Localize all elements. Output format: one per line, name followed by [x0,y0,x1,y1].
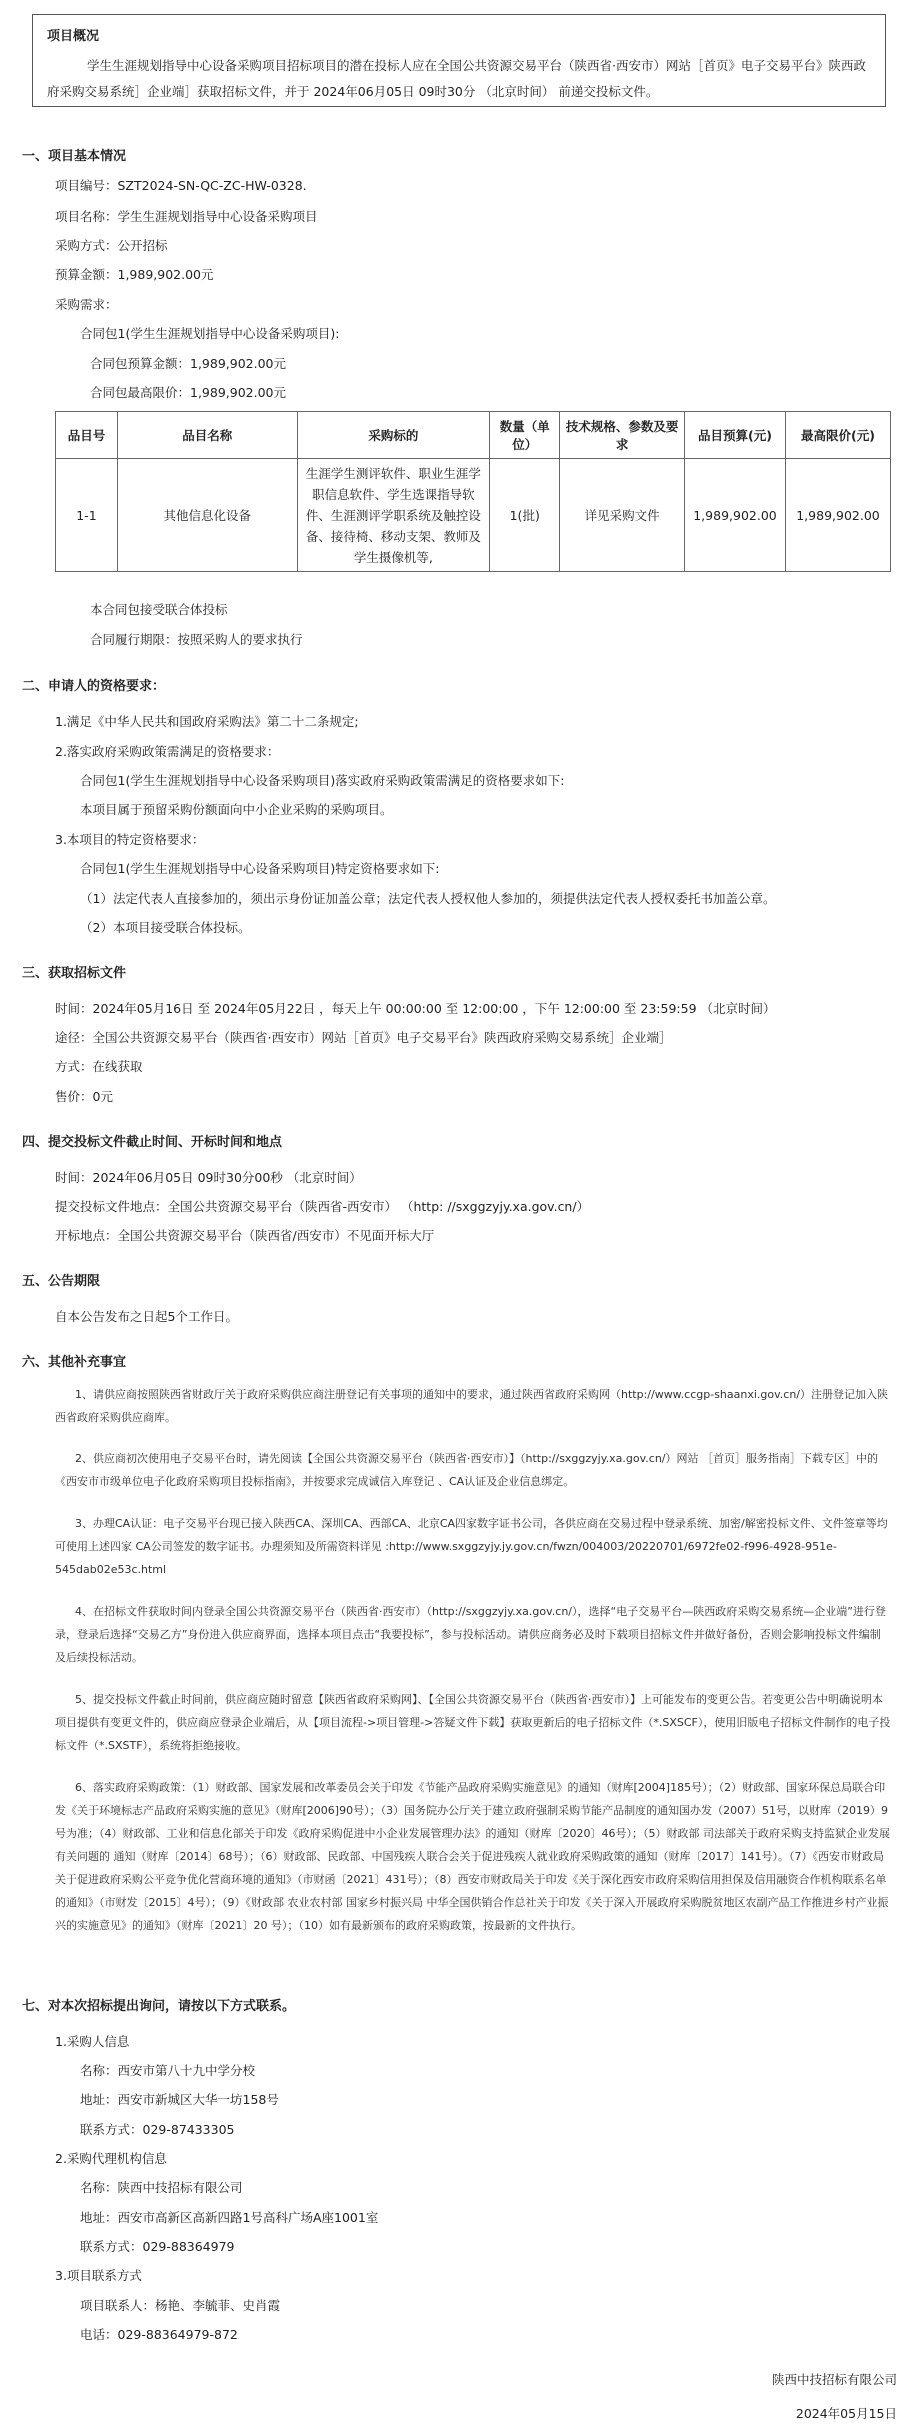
opening-location: 开标地点：全国公共资源交易平台（陕西省/西安市）不见面开标大厅 [55,1228,435,1243]
table-header-cell: 数量（单位） [490,412,560,459]
qualification-line: 合同包1(学生生涯规划指导中心设备采购项目)落实政府采购政策需满足的资格要求如下: [80,773,565,788]
obtain-way: 途径：全国公共资源交易平台（陕西省·西安市）网站［首页》电子交易平台》陕西政府采购交易系统］企业端］ [55,1030,672,1045]
qualification-line: 1.满足《中华人民共和国政府采购法》第二十二条规定; [55,714,359,729]
notice-period-text: 自本公告发布之日起5个工作日。 [55,1309,238,1324]
other-paragraph-6: 6、落实政府采购政策：（1）财政部、国家发展和改革委员会关于印发《节能产品政府采购实施意见》的通知（财库[2004]185号）；（2）财政部、国家环保总局联合印发《关于环境标志产品政府采购实施的意见》（财库[2006]90号）；（3）国务院办公厅关于建立政府强制采购节能产品制度的通知国办发（2007）51号，以财库（2019）9号为准；（4）财政部、工业和信息化部关于印发《政府采购促进中小企业发展管理办法》的通知（财库〔2020〕46号）；（5）财政部 司法部关于政府采购支持监狱企业发展有关问题的 通知（财库〔2014〕68号）；（6）财政部、民政部、中国残疾人联合会关于促进残疾人就业政府采购政策的通知（财库〔2017〕141号）。（7）《西安市财政局关于促进政府采购公平竞争优化营商环境的通知》（市财函〔2021〕431号）；（8）西安市财政局关于印发《关于深化西安市政府采购信用担保及信用融资合作机构联系名单的通知》（市财发〔2015〕4号）；（9）《财政部 农业农村部 国家乡村振兴局 中华全国供销合作总社关于印发《关于深入开展政府采购脱贫地区农副产品工作推进乡村产业振兴的实施意见》的通知》（财库〔2021〕20 号）；（10）如有最新颁布的政府采购政策，按最新的文件执行。 [55,1781,890,1932]
other-paragraph-4: 4、在招标文件获取时间内登录全国公共资源交易平台（陕西省·西安市）（http://sxggzyjy.xa.gov.cn/），选择“电子交易平台—陕西政府采购交易系统—企业端”进行登录，登录后选择“交易乙方”身份进入供应商界面，选择本项目点击“我要投标”，参与投标活动。请供应商务必及时下载项目招标文件并做好备份，否则会影响投标文件编制及后续投标活动。 [55,1605,886,1664]
qualification-line: 合同包1(学生生涯规划指导中心设备采购项目)特定资格要求如下: [80,861,440,876]
agency-heading: 2.采购代理机构信息 [55,2151,167,2166]
package-budget: 合同包预算金额：1,989,902.00元 [90,356,286,371]
table-row [56,459,891,572]
obtain-time: 时间：2024年05月16日 至 2024年05月22日 ，每天上午 00:00:00 至 12:00:00 ，下午 12:00:00 至 23:59:59 （北京时间） [55,1001,776,1016]
agency-address: 地址：西安市高新区高新四路1号高科广场A座1001室 [80,2210,379,2225]
qualification-line: 3.本项目的特定资格要求： [55,832,205,847]
qualification-line: （1）法定代表人直接参加的，须出示身份证加盖公章；法定代表人授权他人参加的，须提供法定代表人授权委托书加盖公章。 [80,891,776,906]
consortium-note: 本合同包接受联合体投标 [90,602,228,617]
qualification-line: （2）本项目接受联合体投标。 [80,920,251,935]
section-title-basic-info: 一、项目基本情况 [22,149,127,164]
procurement-demand: 采购需求： [55,297,118,312]
obtain-price: 售价：0元 [55,1089,113,1104]
other-paragraph-2: 2、供应商初次使用电子交易平台时，请先阅读【全国公共资源交易平台（陕西省·西安市）】（http://sxggzyjy.xa.gov.cn/）网站 ［首页］服务指南］下载专区］中的 《西安市市级单位电子化政府采购项目投标指南》，并按要求完成诚信入库登记 、CA认证及企业信息绑定。 [55,1452,879,1488]
overview-title: 项目概况 [47,29,100,44]
requirements-table [55,411,891,572]
item-number: 1-1 [56,459,118,572]
section-title-notice-period: 五、公告期限 [22,1274,101,1289]
section-title-qualifications: 二、申请人的资格要求： [22,679,166,694]
item-max-price: 1,989,902.00 [785,459,890,572]
item-quantity: 1(批) [490,459,560,572]
agency-name: 名称：陕西中技招标有限公司 [80,2180,243,2195]
purchaser-name: 名称：西安市第八十九中学分校 [80,2063,256,2078]
section-title-other-matters: 六、其他补充事宜 [22,1355,127,1370]
section-title-deadline: 四、提交投标文件截止时间、开标时间和地点 [22,1135,283,1150]
project-overview-box [32,14,886,107]
project-contact-phone: 电话：029-88364979-872 [80,2327,238,2342]
item-name: 其他信息化设备 [117,459,297,572]
item-spec: 详见采购文件 [560,459,685,572]
purchaser-address: 地址：西安市新城区大华一坊158号 [80,2092,279,2107]
project-contact-person: 项目联系人：杨艳、李毓菲、史肖霞 [80,2298,281,2313]
qualification-line: 本项目属于预留采购份额面向中小企业采购的采购项目。 [80,802,393,817]
section-title-obtain-docs: 三、获取招标文件 [22,966,127,981]
contract-package: 合同包1(学生生涯规划指导中心设备采购项目): [80,326,340,341]
purchaser-heading: 1.采购人信息 [55,2034,130,2049]
other-paragraph-5: 5、提交投标文件截止时间前，供应商应随时留意【陕西省政府采购网】、【全国公共资源交易平台（陕西省·西安市）】上可能发布的变更公告。若变更公告中明确说明本项目提供有变更文件的，供应商应登录企业端后，从【项目流程->项目管理->答疑文件下载】获取更新后的电子招标文件（*.SXSCF），使用旧版电子招标文件制作的电子投标文件（*.SXSTF），系统将拒绝接收。 [55,1693,891,1752]
deadline-time: 时间：2024年06月05日 09时30分00秒 （北京时间） [55,1170,362,1185]
procurement-method: 采购方式：公开招标 [55,238,168,253]
footer-date: 2024年05月15日 [795,2406,897,2421]
obtain-mode: 方式：在线获取 [55,1059,143,1074]
project-number: 项目编号：SZT2024-SN-QC-ZC-HW-0328. [55,178,307,193]
table-header-cell: 最高限价(元) [785,412,890,459]
section-title-contact: 七、对本次招标提出询问，请按以下方式联系。 [22,1999,296,2014]
budget-amount: 预算金额：1,989,902.00元 [55,267,214,282]
table-header-cell: 技术规格、参数及要求 [560,412,685,459]
other-paragraph-1: 1、请供应商按照陕西省财政厅关于政府采购供应商注册登记有关事项的通知中的要求，通过陕西省政府采购网（http://www.ccgp-shaanxi.gov.cn/）注册登记加入陕西省政府采购供应商库。 [55,1388,889,1424]
table-header-cell: 品目名称 [117,412,297,459]
table-header-cell: 品目号 [56,412,118,459]
item-subjects: 生涯学生测评软件、职业生涯学职信息软件、学生选课指导软件、生涯测评学职系统及触控设备、接待椅、移动支架、教师及学生摄像机等, [297,459,490,572]
other-paragraph-3: 3、办理CA认证：电子交易平台现已接入陕西CA、深圳CA、西部CA、北京CA四家数字证书公司，各供应商在交易过程中登录系统、加密/解密投标文件、文件签章等均可使用上述四家 CA公司签发的数字证书。办理须知及所需资料详见 :http://www.sxggzyjy.jy.gov.cn/fwzn/004003/20220701/6972fe02-f996-4928-951e-545dab02e53c.html [55,1517,888,1576]
project-contact-heading: 3.项目联系方式 [55,2268,142,2283]
purchaser-phone: 联系方式：029-87433305 [80,2122,235,2137]
footer-organization: 陕西中技招标有限公司 [771,2372,897,2387]
agency-phone: 联系方式：029-88364979 [80,2239,235,2254]
project-name: 项目名称：学生生涯规划指导中心设备采购项目 [55,209,318,224]
submit-location: 提交投标文件地点：全国公共资源交易平台（陕西省-西安市） （http: //sxggzyjy.xa.gov.cn/） [55,1199,590,1214]
contract-period: 合同履行期限：按照采购人的要求执行 [90,632,303,647]
qualification-line: 2.落实政府采购政策需满足的资格要求： [55,744,280,759]
item-budget: 1,989,902.00 [685,459,786,572]
table-header-cell: 品目预算(元) [685,412,786,459]
table-header-cell: 采购标的 [297,412,490,459]
package-max-price: 合同包最高限价：1,989,902.00元 [90,385,286,400]
overview-text: 学生生涯规划指导中心设备采购项目招标项目的潜在投标人应在全国公共资源交易平台（陕西省·西安市）网站［首页》电子交易平台》陕西政府采购交易系统］企业端］获取招标文件，并于 2024年06月05日 09时30分 （北京时间） 前递交投标文件。 [47,58,866,99]
table-header-row [56,412,891,459]
